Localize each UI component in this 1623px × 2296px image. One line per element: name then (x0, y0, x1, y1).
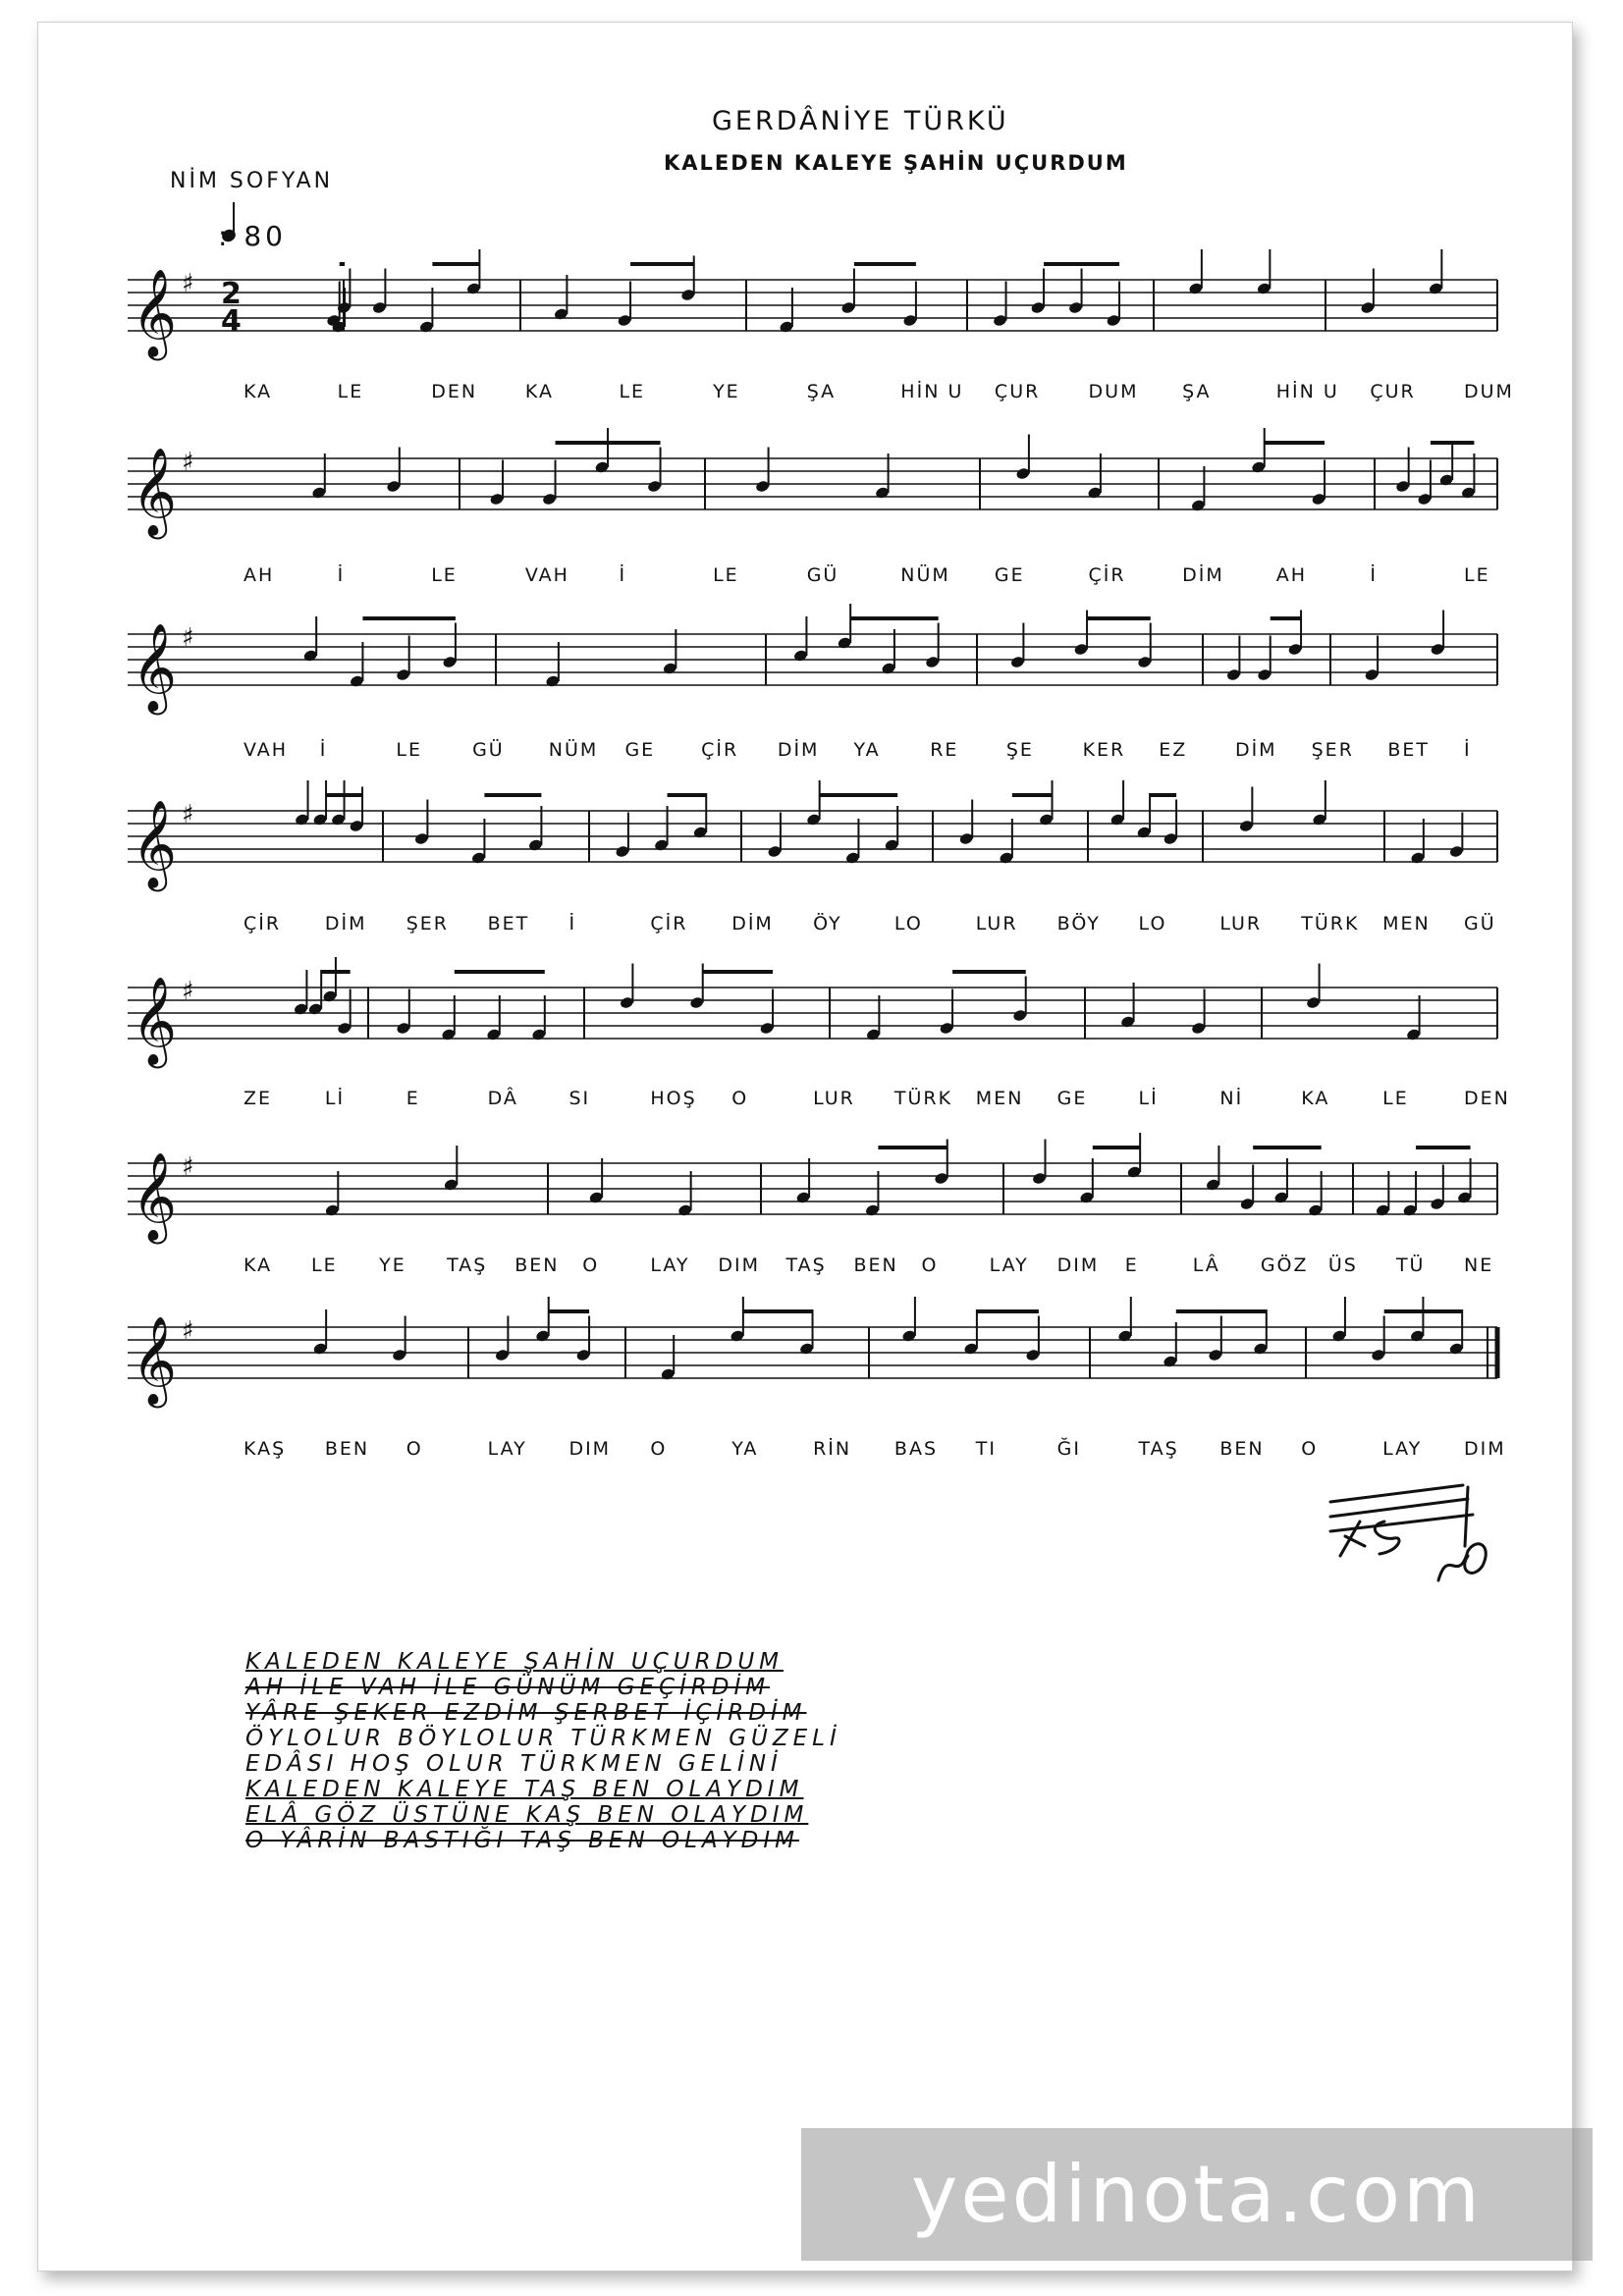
watermark (801, 2128, 1593, 2261)
lyric-syllable: YE (379, 1255, 406, 1276)
lyric-syllable: NÜM (548, 739, 599, 761)
lyric-syllable: O (650, 1438, 668, 1460)
lyric-syllable: İ (319, 739, 328, 761)
treble-clef-icon: 𝄞 (132, 1152, 178, 1241)
lyric-syllable: ŞE (1005, 739, 1034, 761)
lyric-syllable: ŞA (806, 381, 837, 402)
verse-line: EDÂSI HOŞ OLUR TÜRKMEN GELİNİ (245, 1751, 783, 1777)
lyric-syllable: İ (337, 564, 346, 586)
lyric-syllable: DUM (1464, 381, 1514, 402)
treble-clef-icon: 𝄞 (132, 1316, 178, 1405)
lyric-syllable: KA (1301, 1088, 1330, 1109)
lyric-syllable: LE (1464, 564, 1490, 586)
lyric-syllable: ĞI (1056, 1438, 1081, 1460)
lyric-syllable: ŞA (1182, 381, 1212, 402)
sharp-icon: ♯ (182, 269, 194, 298)
lyric-syllable: DEN (1464, 1088, 1510, 1109)
lyric-syllable: LO (1138, 913, 1167, 934)
lyric-syllable: ÇİR (243, 913, 282, 934)
lyric-syllable: TI (975, 1438, 998, 1460)
lyric-syllable: BET (487, 913, 530, 934)
lyric-syllable: YA (731, 1438, 759, 1460)
lyric-syllable: NÜM (900, 564, 950, 586)
lyric-syllable: DEN (431, 381, 478, 402)
lyric-syllable: E (1124, 1255, 1139, 1276)
lyric-syllable: VAH (524, 564, 569, 586)
lyric-syllable: HİN U (900, 381, 964, 402)
lyric-syllable: AH (243, 564, 275, 586)
lyric-syllable: O (921, 1255, 939, 1276)
sharp-icon: ♯ (182, 977, 194, 1006)
lyric-syllable: KA (243, 1255, 273, 1276)
lyric-syllable: DÂ (487, 1088, 518, 1109)
lyric-syllable: Lİ (1138, 1088, 1159, 1109)
lyric-syllable: Lİ (324, 1088, 346, 1109)
lyric-syllable: DİM (731, 913, 774, 934)
lyric-syllable: BAS (893, 1438, 939, 1460)
lyric-syllable: DIM (1056, 1255, 1100, 1276)
lyric-syllable: YE (713, 381, 740, 402)
lyric-syllable: KA (243, 381, 273, 402)
verses-block (245, 1649, 841, 1853)
treble-clef-icon: 𝄞 (132, 448, 178, 536)
verse-line: O YÂRİN BASTIĞI TAŞ BEN OLAYDIM (245, 1828, 800, 1853)
lyric-syllable: BÖY (1056, 913, 1101, 934)
lyric-syllable: YA (853, 739, 881, 761)
lyric-syllable: O (582, 1255, 600, 1276)
tempo-marking: : 80 (218, 220, 287, 252)
lyric-syllable: LAY (1382, 1438, 1423, 1460)
verse-line: ÖYLOLUR BÖYLOLUR TÜRKMEN GÜZELİ (245, 1726, 841, 1751)
lyric-syllable: O (1301, 1438, 1319, 1460)
lyric-syllable: LE (431, 564, 458, 586)
lyric-syllable: DİM (777, 739, 820, 761)
lyric-syllable: BEN (853, 1255, 898, 1276)
lyric-syllable: LO (893, 913, 923, 934)
lyric-syllable: GE (994, 564, 1025, 586)
lyric-syllable: BEN (1219, 1438, 1265, 1460)
lyric-syllable: DİM (1182, 564, 1224, 586)
lyric-syllable: İ (619, 564, 627, 586)
lyric-syllable: TAŞ (1138, 1438, 1179, 1460)
lyric-syllable: BEN (324, 1438, 370, 1460)
sharp-icon: ♯ (182, 623, 194, 653)
lyric-syllable: TÜRK (893, 1088, 953, 1109)
lyric-syllable: LUR (1219, 913, 1263, 934)
watermark-text: yedinota.com (911, 2149, 1483, 2240)
lyric-syllable: GE (1056, 1088, 1088, 1109)
lyric-syllable: ÇİR (701, 739, 739, 761)
lyric-syllable: LE (1382, 1088, 1409, 1109)
lyric-syllable: LAY (650, 1255, 690, 1276)
lyric-syllable: O (731, 1088, 749, 1109)
lyric-syllable: DİM (324, 913, 367, 934)
lyric-syllable: BET (1387, 739, 1430, 761)
lyric-syllable: LE (713, 564, 739, 586)
lyric-syllable: MEN (1382, 913, 1431, 934)
lyric-syllable: TAŞ (785, 1255, 827, 1276)
usul-label: NİM SOFYAN (170, 169, 334, 193)
lyric-syllable: EZ (1159, 739, 1188, 761)
lyric-syllable: İ (568, 913, 577, 934)
lyric-syllable: ŞER (1311, 739, 1354, 761)
lyric-syllable: DIM (568, 1438, 612, 1460)
treble-clef-icon: 𝄞 (132, 269, 178, 357)
lyric-syllable: AH (1275, 564, 1308, 586)
lyric-syllable: LUR (975, 913, 1018, 934)
lyric-syllable: KAŞ (243, 1438, 287, 1460)
lyric-syllable: LAY (989, 1255, 1029, 1276)
verse-line: KALEDEN KALEYE ŞAHİN UÇURDUM (245, 1649, 784, 1675)
lyric-syllable: TAŞ (447, 1255, 488, 1276)
lyric-syllable: KA (524, 381, 554, 402)
lyric-syllable: GÜ (806, 564, 839, 586)
lyric-syllable: GE (624, 739, 656, 761)
sharp-icon: ♯ (182, 448, 194, 477)
lyric-syllable: SI (568, 1088, 591, 1109)
lyric-syllable: LUR (813, 1088, 855, 1109)
lyric-syllable: ÇUR (994, 381, 1041, 402)
lyric-syllable: O (406, 1438, 423, 1460)
lyric-syllable: TÜ (1395, 1255, 1426, 1276)
verse-line: AH İLE VAH İLE GÜNÜM GEÇİRDİM (245, 1675, 771, 1700)
lyric-syllable: KER (1082, 739, 1126, 761)
sharp-icon: ♯ (182, 800, 194, 829)
lyric-syllable: LE (311, 1255, 338, 1276)
lyric-syllable: ÇİR (650, 913, 688, 934)
time-signature-top: 2 (221, 277, 242, 311)
time-signature-bottom: 4 (221, 304, 242, 339)
treble-clef-icon: 𝄞 (132, 977, 178, 1065)
lyric-syllable: İ (1464, 739, 1472, 761)
lyric-syllable: TÜRK (1301, 913, 1360, 934)
lyric-syllable: ÇİR (1088, 564, 1126, 586)
lyric-syllable: Nİ (1219, 1088, 1244, 1109)
lyric-syllable: LAY (487, 1438, 527, 1460)
lyric-syllable: LE (396, 739, 422, 761)
lyric-syllable: DİM (1234, 739, 1277, 761)
signature (1321, 1477, 1517, 1595)
lyric-syllable: İ (1370, 564, 1378, 586)
lyric-syllable: MEN (975, 1088, 1024, 1109)
lyric-syllable: LÂ (1192, 1255, 1220, 1276)
lyric-syllable: DUM (1088, 381, 1139, 402)
treble-clef-icon: 𝄞 (132, 800, 178, 888)
lyric-syllable: HİN U (1275, 381, 1339, 402)
lyric-syllable: BEN (514, 1255, 560, 1276)
verse-line: YÂRE ŞEKER EZDİM ŞERBET İÇİRDİM (245, 1700, 807, 1726)
lyric-syllable: GÜ (472, 739, 505, 761)
lyric-syllable: LE (619, 381, 646, 402)
lyric-syllable: ÇUR (1370, 381, 1416, 402)
lyric-syllable: VAH (243, 739, 289, 761)
lyric-syllable: ŞER (406, 913, 449, 934)
page-subtitle: KALEDEN KALEYE ŞAHİN UÇURDUM (664, 151, 1128, 175)
lyric-syllable: NE (1464, 1255, 1494, 1276)
lyric-syllable: E (406, 1088, 420, 1109)
sharp-icon: ♯ (182, 1316, 194, 1346)
lyric-syllable: LE (337, 381, 364, 402)
page-title: GERDÂNİYE TÜRKÜ (712, 106, 1009, 136)
lyric-syllable: GÜ (1464, 913, 1496, 934)
lyric-syllable: ÖY (813, 913, 842, 934)
lyric-syllable: RİN (813, 1438, 852, 1460)
lyric-syllable: DIM (1464, 1438, 1506, 1460)
lyric-syllable: ZE (243, 1088, 273, 1109)
lyric-syllable: RE (930, 739, 959, 761)
lyric-syllable: ÜS (1327, 1255, 1358, 1276)
treble-clef-icon: 𝄞 (132, 623, 178, 712)
sharp-icon: ♯ (182, 1152, 194, 1182)
verse-line: KALEDEN KALEYE TAŞ BEN OLAYDIM (245, 1777, 804, 1802)
lyric-syllable: DIM (718, 1255, 761, 1276)
lyric-syllable: GÖZ (1260, 1255, 1309, 1276)
verse-line: ELÂ GÖZ ÜSTÜNE KAŞ BEN OLAYDIM (245, 1802, 809, 1828)
lyric-syllable: HOŞ (650, 1088, 697, 1109)
